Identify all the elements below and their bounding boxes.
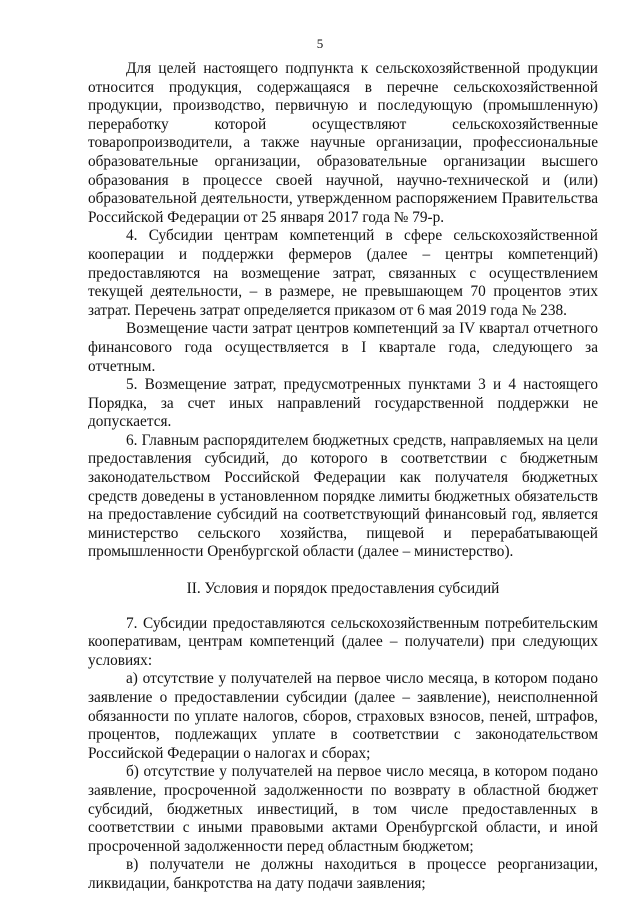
section-heading: II. Условия и порядок предоставления субсидий — [186, 580, 500, 598]
paragraph-item-4: 4. Субсидии центрам компетенций в сфере сельскохозяйственной кооперации и поддержки фермеров (далее – центры компетенций) предоставляются на возмещение затрат, связанных с осуществлением текущей деятельности, – в размере, не превышающем 70 процентов этих затрат. Перечень затрат определяется приказом от 6 мая 2019 года № 238. — [88, 227, 598, 319]
paragraph-q4-reimbursement: Возмещение части затрат центров компетенций за IV квартал отчетного финансового года осуществляется в I квартале года, следующего за отчетным. — [88, 320, 598, 375]
document-body — [88, 60, 598, 894]
paragraph-condition-a: а) отсутствие у получателей на первое число месяца, в котором подано заявление о предоставлении субсидии (далее – заявление), неисполненной обязанности по уплате налогов, сборов, страховых взносов, пеней, штрафов, процентов, подлежащих уплате в соответствии с законодательством Российской Федерации о налогах и сборах; — [88, 670, 598, 762]
paragraph-item-7: 7. Субсидии предоставляются сельскохозяйственным потребительским кооперативам, центрам компетенций (далее – получатели) при следующих условиях: — [88, 614, 598, 669]
paragraph-condition-b: б) отсутствие у получателей на первое число месяца, в котором подано заявление, просроченной задолженности по возврату в областной бюджет субсидий, бюджетных инвестиций, в том числе предоставленных в соответствии с иными правовыми актами Оренбургской области, и иной просроченной задолженности перед областным бюджетом; — [88, 763, 598, 855]
paragraph-agri-products: Для целей настоящего подпункта к сельскохозяйственной продукции относится продукция, содержащаяся в перечне сельскохозяйственной продукции, производство, первичную и последующую (промышленную) переработку которой осуществляют сельскохозяйственные товаропроизводители, а также научные организации, профессиональные образовательные организации, образовательные организации высшего образования в процессе своей научной, научно-технической и (или) образовательной деятельности, утвержденном распоряжением Правительства Российской Федерации от 25 января 2017 года № 79-р. — [88, 60, 598, 226]
paragraph-item-5: 5. Возмещение затрат, предусмотренных пунктами 3 и 4 настоящего Порядка, за счет иных направлений государственной поддержки не допускается. — [88, 376, 598, 431]
page-number: 5 — [316, 36, 324, 51]
paragraph-condition-v: в) получатели не должны находиться в процессе реорганизации, ликвидации, банкротства на дату подачи заявления; — [88, 856, 598, 892]
paragraph-item-6: 6. Главным распорядителем бюджетных средств, направляемых на цели предоставления субсидий, до которого в соответствии с бюджетным законодательством Российской Федерации как получателя бюджетных средств доведены в установленном порядке лимиты бюджетных обязательств на предоставление субсидий на соответствующий финансовый год, является министерство сельского хозяйства, пищевой и перерабатывающей промышленности Оренбургской области (далее – министерство). — [88, 431, 598, 561]
